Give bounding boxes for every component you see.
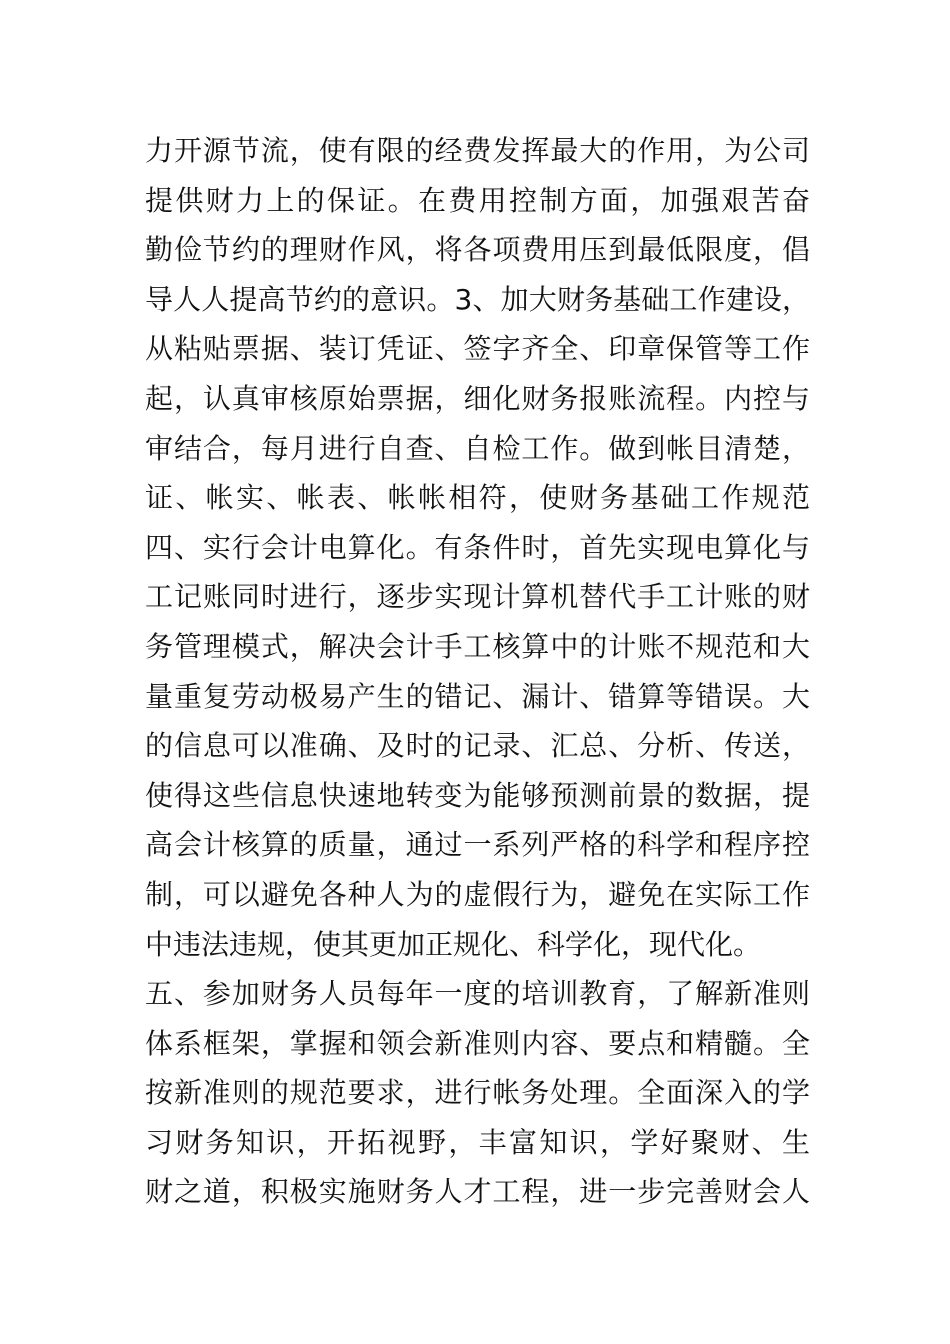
text-line-15: 高会计核算的质量，通过一系列严格的科学和程序控 (145, 828, 810, 862)
text-line-2: 提供财力上的保证。在费用控制方面，加强艰苦奋 (145, 183, 810, 217)
text-line-17: 中违法违规，使其更加正规化、科学化，现代化。 (145, 927, 762, 961)
text-line-3: 勤俭节约的理财作风，将各项费用压到最低限度，倡 (145, 233, 810, 267)
text-line-10: 工记账同时进行，逐步实现计算机替代手工计账的财 (145, 580, 810, 614)
text-line-6: 起，认真审核原始票据，细化财务报账流程。内控与 (145, 381, 810, 415)
text-line-9: 四、实行会计电算化。有条件时，首先实现电算化与 (145, 530, 810, 564)
text-line-7: 审结合，每月进行自查、自检工作。做到帐目清楚， (145, 431, 810, 465)
text-line-14: 使得这些信息快速地转变为能够预测前景的数据，提 (145, 778, 810, 812)
text-line-13: 的信息可以准确、及时的记录、汇总、分析、传送， (145, 729, 810, 763)
text-line-16: 制，可以避免各种人为的虚假行为，避免在实际工作 (145, 877, 810, 911)
text-line-20: 按新准则的规范要求，进行帐务处理。全面深入的学 (145, 1076, 810, 1110)
text-line-8: 证、帐实、帐表、帐帐相符，使财务基础工作规范 (145, 481, 810, 515)
text-line-19: 体系框架，掌握和领会新准则内容、要点和精髓。全 (145, 1026, 810, 1060)
text-line-11: 务管理模式，解决会计手工核算中的计账不规范和大 (145, 629, 810, 663)
text-line-22: 财之道，积极实施财务人才工程，进一步完善财会人 (145, 1175, 810, 1209)
text-line-5: 从粘贴票据、装订凭证、签字齐全、印章保管等工作 (145, 332, 810, 366)
text-line-1: 力开源节流，使有限的经费发挥最大的作用，为公司 (145, 134, 810, 167)
text-line-18: 五、参加财务人员每年一度的培训教育，了解新准则 (145, 977, 810, 1011)
body-text (145, 126, 810, 1217)
text-line-12: 量重复劳动极易产生的错记、漏计、错算等错误。大 (145, 679, 810, 713)
text-line-4: 导人人提高节约的意识。3、加大财务基础工作建设， (145, 282, 810, 316)
text-line-21: 习财务知识，开拓视野，丰富知识，学好聚财、生 (145, 1125, 810, 1159)
